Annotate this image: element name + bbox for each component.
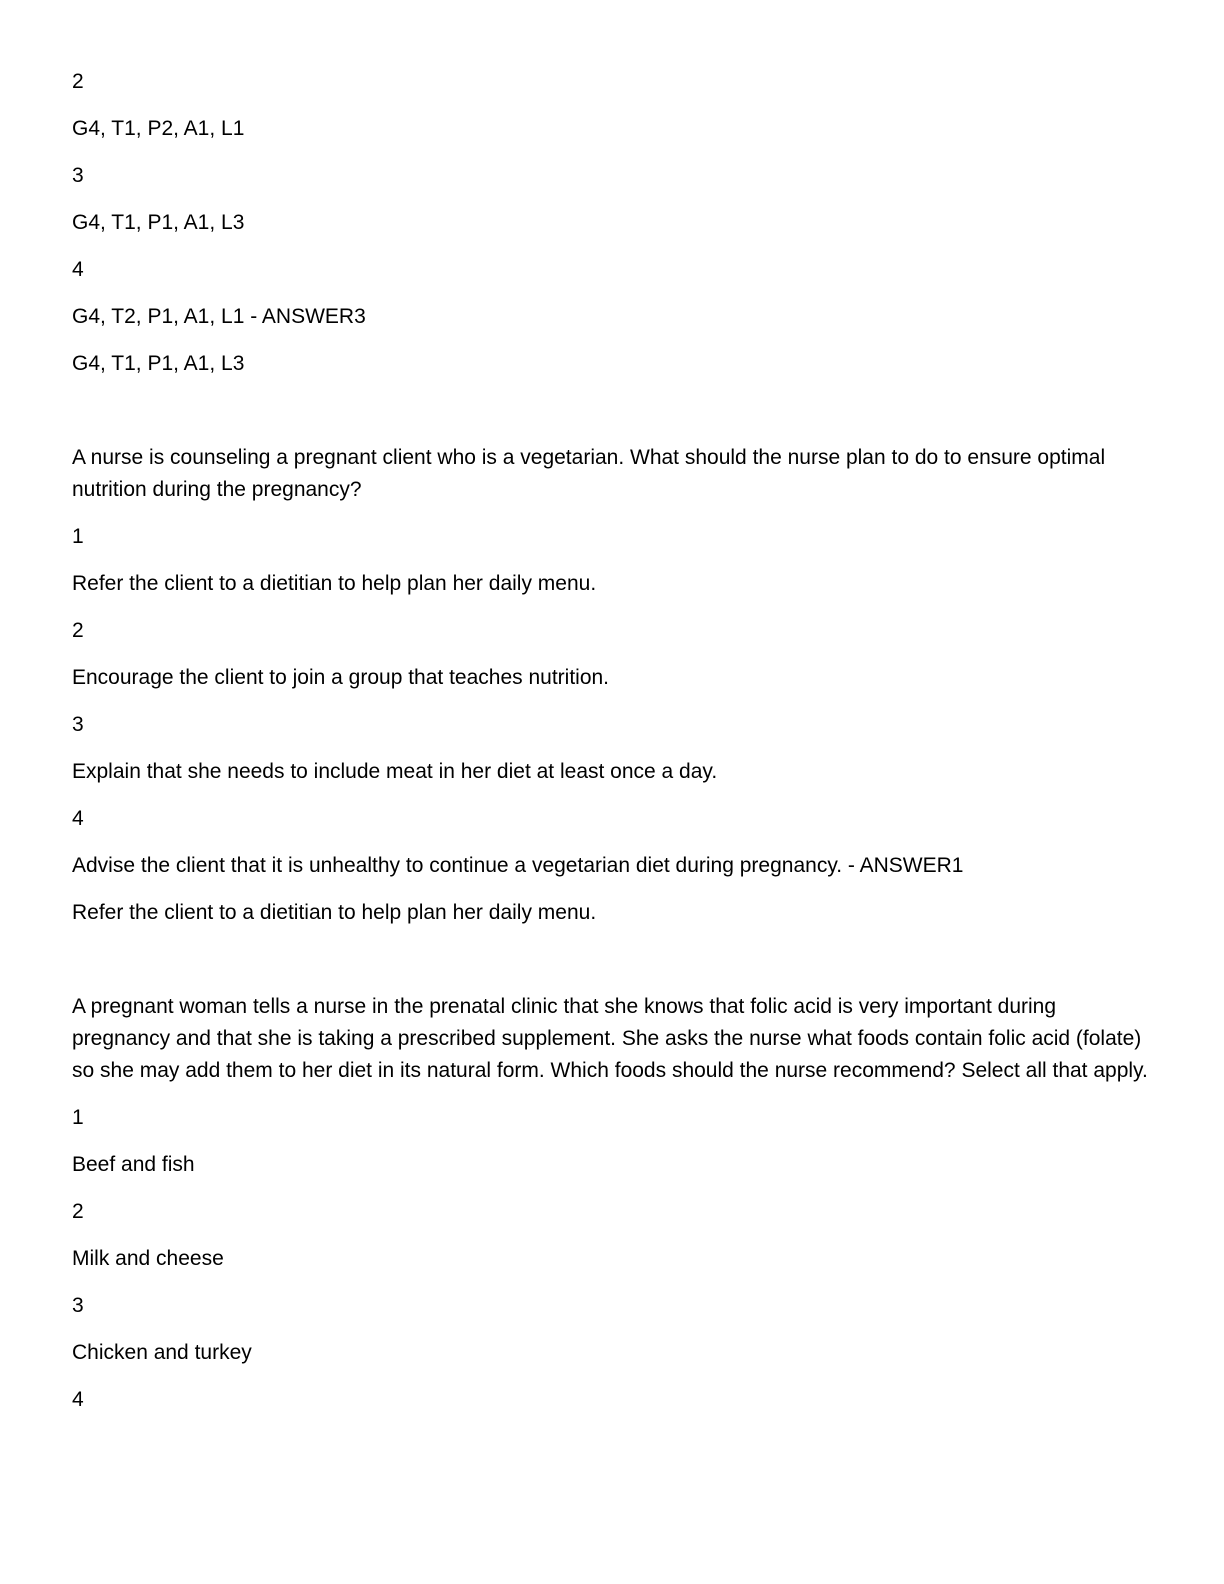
option-number: 1 [72, 1106, 84, 1129]
option-text: Chicken and turkey [72, 1341, 252, 1364]
option-number: 3 [72, 713, 84, 736]
option-number: 1 [72, 525, 84, 548]
option-text-answer: Advise the client that it is unhealthy to continue a vegetarian diet during pregnancy. - ANSWER1 [72, 854, 964, 877]
option-text: Refer the client to a dietitian to help plan her daily menu. [72, 572, 597, 595]
answer-key-option-number: 4 [72, 258, 84, 281]
answer-key-code-line: G4, T1, P1, A1, L3 [72, 352, 245, 375]
blank-line [72, 944, 1158, 991]
answer-text: Refer the client to a dietitian to help plan her daily menu. [72, 901, 597, 924]
answer-key-option-number: 3 [72, 164, 84, 187]
question-text: A pregnant woman tells a nurse in the prenatal clinic that she knows that folic acid is very important during pregnancy and that she is taking a prescribed supplement. She asks the nurse what foods contain folic acid (folate) so she may add them to her diet in its natural form. Which foods should the nurse recommend? Select all that apply. [72, 995, 1148, 1082]
answer-key-code-line: G4, T1, P2, A1, L1 [72, 117, 245, 140]
option-number: 3 [72, 1294, 84, 1317]
answer-key-code-line: G4, T1, P1, A1, L3 [72, 211, 245, 234]
option-text: Explain that she needs to include meat in her diet at least once a day. [72, 760, 718, 783]
option-text: Milk and cheese [72, 1247, 224, 1270]
option-text: Beef and fish [72, 1153, 195, 1176]
answer-key-code-line-answer: G4, T2, P1, A1, L1 - ANSWER3 [72, 305, 366, 328]
option-number: 2 [72, 1200, 84, 1223]
option-number: 4 [72, 807, 84, 830]
blank-line [72, 395, 1158, 442]
option-number: 4 [72, 1388, 84, 1411]
answer-key-option-number: 2 [72, 70, 84, 93]
option-text: Encourage the client to join a group that teaches nutrition. [72, 666, 610, 689]
question-text: A nurse is counseling a pregnant client who is a vegetarian. What should the nurse plan to do to ensure optimal nutrition during the pregnancy? [72, 446, 1111, 501]
option-number: 2 [72, 619, 84, 642]
